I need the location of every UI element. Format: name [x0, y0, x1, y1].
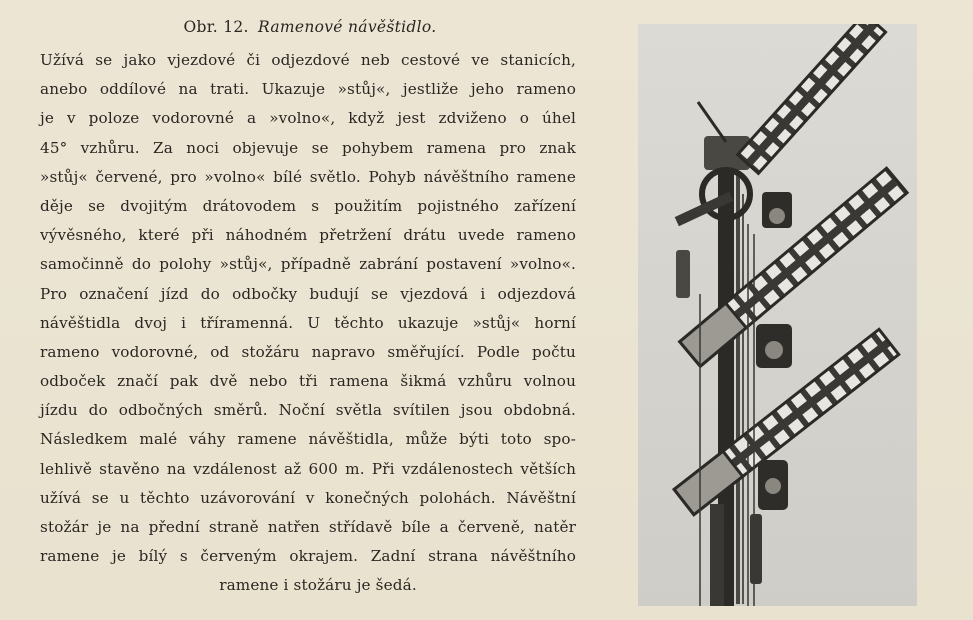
paragraph-line: lehlivě stavěno na vzdálenost až 600 m. Při vzdálenostech větších — [40, 459, 576, 478]
signal-lamp-middle — [756, 324, 792, 368]
paragraph-line: děje se dvojitým drátovodem s použitím pojistného zařízení — [40, 196, 576, 215]
paragraph-line: vývěsného, které při náhodném přetržení drátu uvede rameno — [40, 226, 576, 245]
paragraph-line-last: ramene i stožáru je šedá. — [219, 576, 417, 595]
paragraph-line: odboček značí pak dvě nebo tři ramena šikmá vzhůru volnou — [40, 372, 576, 391]
paragraph-line: ramene je bílý s červeným okrajem. Zadní strana návěštního — [40, 547, 576, 566]
paragraph-line: »stůj« červené, pro »volno« bílé světlo. Pohyb návěštního ramene — [40, 167, 576, 186]
paragraph-line: je v poloze vodorovné a »volno«, když jest zdviženo o úhel — [40, 109, 576, 128]
paragraph-line: Následkem malé váhy ramene návěštidla, může býti toto spo- — [40, 430, 576, 449]
paragraph-line: stožár je na přední straně natřen střídavě bíle a červeně, natěr — [40, 518, 576, 536]
paragraph-line: 45° vzhůru. Za noci objevuje se pohybem ramena pro znak — [40, 138, 576, 157]
paragraph-line: rameno vodorovné, od stožáru napravo směřující. Podle počtu — [40, 342, 576, 361]
body-paragraph — [40, 46, 576, 601]
caption-title: Ramenové návěštidlo. — [258, 18, 437, 36]
paragraph-line: Užívá se jako vjezdové či odjezdové neb cestové ve stanicích, — [40, 51, 576, 69]
figure-caption — [0, 18, 620, 36]
paragraph-line: Pro označení jízd do odbočky budují se vjezdová i odjezdová — [40, 284, 576, 303]
semaphore-signal-photo — [638, 24, 917, 606]
semaphore-illustration — [638, 24, 917, 606]
paragraph-line: anebo oddílové na trati. Ukazuje »stůj«, jestliže jeho rameno — [40, 80, 576, 99]
caption-number: Obr. 12. — [183, 18, 249, 36]
paragraph-line: jízdu do odbočných směrů. Noční světla svítilen jsou obdobná. — [40, 401, 576, 420]
paragraph-line: samočinně do polohy »stůj«, případně zabrání postavení »volno«. — [40, 255, 576, 274]
paragraph-line: užívá se u těchto uzávorování v konečných polohách. Návěštní — [40, 488, 576, 507]
paragraph-line: návěštidla dvoj i tříramenná. U těchto ukazuje »stůj« horní — [40, 313, 576, 332]
